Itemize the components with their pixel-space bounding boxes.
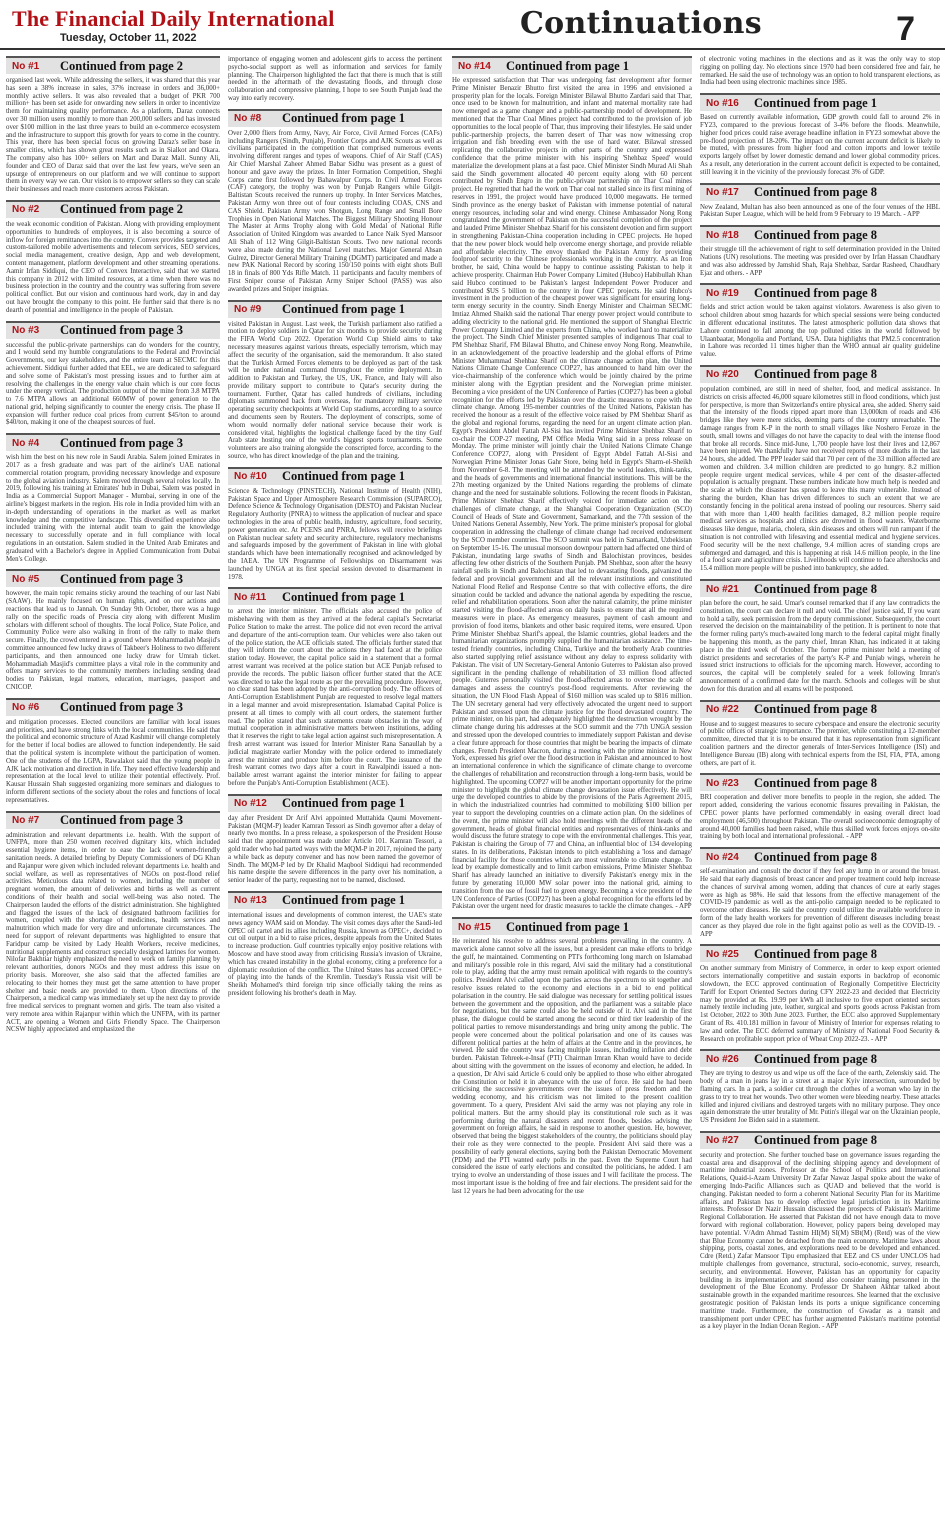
article-number: No #5 xyxy=(12,573,40,585)
article-header xyxy=(228,300,442,318)
article-number: No #9 xyxy=(234,304,262,316)
article xyxy=(700,1049,940,1125)
article-body: international issues and developments of common interest, the UAE's state news agency WAM said on Monday. The visit comes days after the Saudi-led OPEC oil cartel and its allies including Russia, known as OPEC+, decided to cut oil output in a bid to raise prices, despite appeals from the United States to increase production. Gulf countries typically enjoy positive relations with Moscow and have stood away from criticising Russia's invasion of Ukraine, which has created instability in the global economy, citing a preference for a diplomatic resolution of the conflict. The United States has accused OPEC+ of playing into the hands of the Kremlin. Tuesday's Russia visit will be Sheikh Mohamed's third foreign trip since officially taking the reins as president following his brother's death in May. xyxy=(228,911,442,997)
article-header xyxy=(6,321,220,339)
column-2 xyxy=(228,56,442,1528)
article-header xyxy=(228,891,442,909)
article-body: Based on currently available information, GDP growth could fall to around 2% in FY23, compared to the previous forecast of 3-4% before the floods. Meanwhile, higher food prices could raise average headline inflation in FY23 somewhat above the pre-flood projection of 18-20%. The impact on the current account deficit is likely to be muted, with pressures from higher food and cotton imports and lower textile exports largely offset by lower domestic demand and lower global commodity prices. As a result, any deterioration in the current account deficit is expected to be contained, still leaving it in the vicinity of the previously forecast 3% of GDP. xyxy=(700,114,940,176)
continued-heading: Continued from page 1 xyxy=(282,469,406,484)
article-number: No #23 xyxy=(706,777,739,789)
continued-heading: Continued from page 8 xyxy=(754,946,878,961)
article-body: administration and relevant departments i.e. health. With the support of UNFPA, more than 250 women received dignitary kits, which included essential hygiene items, in order to ease the lack of women-friendly sanitation needs. A detailed briefing by Deputy Commissioners of DG Khan and Rajanpur were given which included relevant departments i.e. health and social welfare, as well as representatives of NGOs on post-flood relief activities. Meticulous data related to women, including the number of pregnant women, the amount of deliveries and births as well as current conditions of their health and social well-being was also noted. The Chairperson lauded the efforts of the district administration. She highlighted and flagged the issues of the lack of designated bathroom facilities for women, coupled with the shortage of medicines, health services and malnutrition which made for very dire and unfortunate circumstances. The need for support of relevant departments was highlighted to ensure that Faridpur camp be visited by Lady Health Workers, receive medicines, nutritional supplements and construct specially designed latrines for women. Nilofar Bakhtiar highly emphasized the need to work on family planning by relevant authorities, donors NGOs and they must address this issue on priority basis. Moreover, she also said that the affected families are relocating to their homes they must get the same attention to have proper shelter and basic needs are provided to them. Upon directions of the Chairperson, a medical camp was immediately set up the next day to provide free medical services to pregnant women and girls. The team also visited a very remote area within Rajanpur within which the UNFPA, with its partner ACT, are opening a Women and Girls Friendly Space. The Chairperson NCSW highly appreciated and emphasized the xyxy=(6,831,220,1034)
article-body: and mitigation processes. Elected councilors are familiar with local issues and priorities, and have strong links with the local communities. He said that the political and economic structure of Azad Kashmir will change completely for the better if local bodies are allowed to function independently. He said that the political system is incomplete without the participation of women. One of the students of the LGPA, Rawalakot said that the young people in AJK lack motivation and direction in life. They need effective leadership and representation at the local level to utilize their potential effectively. Prof. Kausar Hussain Shah suggested organizing more seminars and dialogues to inform different sections of the society about the roles and functions of local representatives. xyxy=(6,718,220,804)
article xyxy=(700,847,940,938)
article-header xyxy=(228,794,442,812)
article xyxy=(452,56,692,911)
article-number: No #18 xyxy=(706,229,739,241)
article-body: organised last week. While addressing the sellers, it was shared that this year has seen a 38% increase in sales, 37% increase in orders and 36,000+ monthly active sellers. It was also revealed that a budget of PKR 700 million+ has been set aside for onwarding new sellers in order to incentivize them for maintaining quality performance. As a platform, Daraz connects over 30 million users monthly to more than 200,000 sellers and has invested over $100 million in the last three years to build an e-commerce ecosystem and the infrastructure to support this growth for years to come in the country. This year, there has been special focus on growing Daraz's seller base in smaller cities, which has shown great results such as in Sialkot and Okara. The company also has 100+ sellers on Mart and Daraz Mall. Sunny Ali, founder and CEO of Daraz said that over the last few years, we've seen an upsurge of entrepreneurs on our platform and we will continue to support them in every way we can. Our vision is to empower sellers so they can scale their businesses and reach more customers across Pakistan. xyxy=(6,77,220,194)
article xyxy=(6,433,220,563)
continued-heading: Continued from page 1 xyxy=(282,302,406,317)
article-header xyxy=(700,1131,940,1149)
article-body: He expressed satisfaction that Thar was undergoing fast development after former Prime Minister Benazir Bhutto first visited the area in 1996 and envisioned a prosperity plan for the locals. Foreign Minister Bilawal Bhutto Zardari said that Thar, once used to be known for malnutrition, and infant and maternal mortality rate had now emerged as a game changer and a public-partnership model of development. He mentioned that the Thar Coal Mines project had contributed to the provision of job opportunities to the local people of Thar, thus improving their lifestyles. He said under public-partnership projects, the barren desert of Thar was now witnessing crop irrigation and fish breeding even with the use of hard water. Bilawal stressed replicating the collaborative projects in other parts of the country and expressed confidence that the prime minister with his inspiring 'Shehbaz Speed' would materialize the development plans at a fast pace. Chief Minister Sindh Murad Ali Shah said the Sindh government allocated 40 percent equity along with 60 percent contributed by Sindh Engro in the public-private partnership on Thar Coal mines project. He regretted that had the work on Thar coal not stalled since its first mining of reserves in 1991, the project would have produced 10,000 megawatts. He termed Sindh province as the energy basket of Pakistan with immense potential of natural energy resources, including solar and wind energy. Chinese Ambassador Nong Rong congratulated the government of Pakistan on the successful completion of the project and lauded Prime Minister Shehbaz Sharif for his consistent devotion and firm support in strengthening Pakistan-China cooperation including in CPEC projects. He hoped that the new power block would help overcome energy shortage, and provide reliable and affordable electricity. The envoy thanked the Pakistan Army for providing foolproof security to the Chinese professionals working in the country. As an Iron brother, he said, China would be happy to continue assisting Pakistan to help it achieve prosperity. Chairman Hub Power Company Limited (Hubco) Habibullah Khan said Hubco continued to be Pakistan's largest Independent Power Producer and contributed $US 5 billion to the country in four CPEC projects. He said Hubco's investment in the production of the cheapest power was significant for ensuring long-term energy security in the country. Sindh Energy Minister and Chairman SECMC Imtiaz Ahmed Shaikh said the national Thar energy power project would contribute to adding electricity to the national grid. He mentioned the support of Shanghai Electric Power Company Limited and the experts from China, who worked hard to materialize the project. The Sindh Chief Minister presented samples of indigenous Thar coal to PM Shehbaz Sharif, FM Bilawal Bhutto, and Chinese envoy Nong Rong. Meanwhile, in an acknowledgement of the proactive leadership and the global efforts of Prime Minister Muhammad Shehbaz Sharif on the climate change action plan, the United Nations Climate Change Conference COP27, has announced to hand him over the vice-chairmanship of the conference which would be jointly chaired by the prime minister along with the Egyptian president and the Norwegian prime minister. Becoming a vice president of the UN Conference of Parties (COP27) has been a global recognition for the efforts led by Pakistan over the drastic measures to cope with the climate change. Among 195-member countries of the United Nations, Pakistan has received the honour as a result of the effective voice raised by PM Shehbaz Sharif as the global and regional forums, regarding the need for an urgent climate action plan. Egypt's President Abdel Fattah Al-Sisi has invited Prime Minister Shehbaz Sharif to co-chair the COP-27 meeting, PM Office Media Wing said in a press release on Monday. The prime minister will jointly chair the United Nations Climate Change Conference COP27, along with President of Egypt Abdel Fattah Al-Sisi and Norwegian Prime Minister Jonas Gahr Store, being held in Egypt's Sharm-el-Sheikh from November 6-8. The meeting will be attended by the world leaders, think-tanks, and the heads of governments and international financial institutions. This will be the 27th meeting organized by the United Nations regarding the problems of climate change and the need for sustainable solutions. Following the recent floods in Pakistan, Prime Minister Shehbaz Sharif effectively voiced for immediate action on the challenges of climate change, at the Shanghai Cooperation Organization (SCO) Council of Heads of State and Government, Samarkand, and the 77th session of the United Nations General Assembly, New York. The prime minister's proposal for global cooperation in addressing the challenge of climate change had received endorsement by the SCO member countries. The SCO summit was held in Samarkand, Uzbekistan on September 15-16. The unusual monsoon downpour pattern had affected one third of Pakistan, inundating large swaths of Sindh and Balochistan provinces, besides affecting few other districts of the Southern Punjab. PM Shehbaz, soon after the heavy rainfall spells in Sindh and Balochistan that led to devastating floods, galvanized the federal and provincial government and all the relevant institutions and constituted National Flood Relief and Response Centre so that with collective efforts, the dire situation could be tackled and advance the national agenda by expediting the rescue, relief and rehabilitation operations. Soon after the natural calamity, the prime minister started visiting the flood-affected areas on daily basis to ensure that all the required measures were in place. As emergency measures, payment of cash amount and provision of food items, blankets and other basic required items, were ensured. Upon Prime Minister Shehbaz Sharif's appeal, the Islamic countries, global leaders and the humanitarian organizations promptly supplied the humanitarian assistance. The time-tested friendly countries, including China, Turkiye and the brotherly Arab countries also started supplying relief assistance without any delay to express solidarity with Pakistan. The visit of UN Secretary-General Antonio Guterres to Pakistan also proved significant in the pending challenge of rehabilitation of 33 million flood affected people. Guterres personally visited the flood-affected areas to oversee the scale of damages and assess the country's post-flood requirements. After reviewing the situation, the UN Flood Flash Appeal of $160 million was scaled up to $816 million. The UN secretary general had very effectively advocated the urgent need to support Pakistan and stressed upon the climate justice for the flood devastated country. The prime minister, on his part, had adequately highlighted the destruction wrought by the climate change during his addresses at the SCO summit and the 77th UNGA session and stressed upon the developed countries to immediately support Pakistan and devise a clear future approach for those countries that might be bearing the impacts of climate changes. French President Macron, during a meeting with the prime minister in New York, expressed his grief over the flood destruction in Pakistan and announced to host an international conference in which the significance of climate change to overcome the challenges of rehabilitation and reconstruction through a long-term basis, would be highlighted. The upcoming COP27 will be another important opportunity for the prime minister to highlight the global climate change devastation issue effectively. He will urge the developed countries to abide by the provisions of the Paris Agreement 2015, in which the industrialized countries had committed to mobilizing $100 billion per year to support the developing countries on a climate action plan. On the sidelines of the event, the prime minister will also hold meetings with the different heads of the government, heads of global financial entities and representatives of think-tanks and would discuss the future strategy to cope with the environmental challenges. This year, Pakistan is chairing the Group of 77 and China, an influential bloc of 134 developing states. In its deliberations, Pakistan intends to pitch establishing a 'loss and damage' financial facility for those countries which are most vulnerable to climate change. To lead by example domestically and to limit carbon emissions, Prime Minister Shehbaz Sharif has already launched an initiative to diversify Pakistan's energy mix in the future by generating 10,000 MW solar power into the national grid, aiming to transition from the use of fossil fuel to green energy. Becoming a vice president of the UN Conference of Parties (COP27) has been a global recognition for the efforts led by Pakistan over the urgent need for drastic measures to tackle the climate changes. - APP xyxy=(452,77,692,911)
continued-heading: Continued from page 8 xyxy=(754,702,878,717)
article-number: No #24 xyxy=(706,851,739,863)
article-number: No #4 xyxy=(12,437,40,449)
article-number: No #13 xyxy=(234,895,267,907)
article-number: No #22 xyxy=(706,704,739,716)
article-body: however, the main topic remains sticky around the teaching of our last Nabi (SAAW). He mainly focused on human rights, and on our actions and reactions that lead us to Jannah. On Sunday 9th October, there was a huge rally on the specific roads of Prescia city along with different Muslim scholars with different school of thoughts. The local Police, State Police, and Community Police were also walking in front of the rally to make them secure. Finally, the crowd entered in a ground where Mohammadiah Masjid's committee announced few lucky draws of Takbeer's Holiness to two different participants, and then announced one lucky draw for Umrah ticket. Mohammadiah Masjid's committee plays a vital role in the community and offers many services to the community members including sending dead bodies to Pakistan, legal matters, education, marriages, passport and CNICOP. xyxy=(6,590,220,691)
article xyxy=(228,56,442,103)
article-header xyxy=(452,56,692,74)
continued-heading: Continued from page 3 xyxy=(60,813,184,828)
article-header xyxy=(228,109,442,127)
article-header xyxy=(6,569,220,587)
article-body: plan before the court, he said. Umar's counsel remarked that if any law contradicts the constitution, the court can declare it null and void. The chief justice said, If you want to hold a tally, seek permission from the deputy commissioner. Subsequently, the court reserved the decision on the maintainability of the petition. It is pertinent to note that the former ruling party's much-awaited long march to the federal capital might finally be happening this month, as the party chief, Imran Khan, has indicated it at taking place in the third week of October. The former prime minister held a meeting of district presidents and secretaries of the party's K-P and Punjab wings, wherein he issued strict instructions to officials for the upcoming march. However, according to sources, the capital will be completely sealed for a week following Imran's announcement of a confirmed date for the march. Schools and colleges will be shut down for this duration and all exams will be postponed. xyxy=(700,600,940,693)
continued-heading: Continued from page 8 xyxy=(754,227,878,242)
article-number: No #16 xyxy=(706,97,739,109)
article-body: their struggle till the achievement of right to self determination provided in the United Nations (UN) resolutions. The meeting was presided over by Irfan Hassan Chaudhary and was also addressed by Jamshid Shah, Raja Shehbaz, Sardar Rasheed, Chaudhary Ejaz and others. - APP xyxy=(700,246,940,277)
article xyxy=(700,700,940,768)
article xyxy=(700,579,940,694)
continued-heading: Continued from page 8 xyxy=(754,185,878,200)
article-header xyxy=(700,225,940,243)
article xyxy=(6,698,220,805)
article-body: security and protection. She further touched base on governance issues regarding the coastal area and disapproval of the declining shipping agency and development of maritime industrial zones. Professor at the School of Politics and International Relations, Quaid-i-Azam University Dr Zafar Nawaz Jaspal spoke about the wake of emerging Indo-Pacific Alliances such as QUAD and believed that the world is changing. Pakistan needed to form a coherent National Security Plan for its Maritime affairs, and Pakistan has to develop effective legal jurisdiction in its Maritime interests. Professor Dr Nazir Hussain discussed the prospects of Pakistan's Maritime Regional Collaboration. He asserted that Pakistan did not have enough data to move forward with regional collaboration. However, policy papers being developed may have potential. V/Adm Ahmad Tasnim HI(M) SI(M) SBt(M) (Retd) was of the view that Blue Economy cannot be detached from the main economy. Maritime laws about shipping, ports, coastal zones, and explorations need to be developed and enhanced. Cdre (Retd.) Zafar Mansoor Tipu emphasized that EEZ and CS under UNCLOS had multiple challenges from governance, structural, socio-economic, survey, research, security, and environmental. However, Pakistan has an opportunity for capacity building in its implementation and should also consider training personnel in the development of the Blue Economy. Professor Dr Shaheen Akhtar talked about sustainable growth in the expanded maritime resources. She learned that the exclusive geostrategic position of Pakistan lends its ports a unique significance concerning maritime trade. Furthermore, the construction of Gwadar as a transit and transshipment port under CPEC has further augmented Pakistan's maritime potential as a key player in the Indian Ocean Region. - APP xyxy=(700,1151,940,1331)
article-header xyxy=(700,944,940,962)
page-number: 7 xyxy=(896,10,915,48)
continued-heading: Continued from page 8 xyxy=(754,581,878,596)
section-title: Continuations xyxy=(520,6,762,41)
article xyxy=(6,811,220,1035)
article-body: successful the public-private partnerships can do wonders for the country, and I would send my humble congratulations to the Federal and Provincial Governments, our key stakeholders, and the entire team at SECMC for this achievement. Siddiqui further added that EEL, we are dedicated to safeguard and solve some of Pakistan's most pressing issues and to further aim at resolving the challenges in the energy value chain which is our core focus under the energy vertical. The production output of the mine from 3.8 MTPA to 7.6 MTPA allows an additional 660MW of power generation to the national grid, helping significantly to counter the energy crisis. The phase II expansion will further reduce coal prices from current $45/ton to around $40/ton, making it one of the cheapest sources of fuel. xyxy=(6,341,220,427)
article xyxy=(228,794,442,885)
article xyxy=(228,109,442,294)
article-number: No #12 xyxy=(234,798,267,810)
article-header xyxy=(700,183,940,201)
continued-heading: Continued from page 1 xyxy=(754,95,878,110)
article xyxy=(228,300,442,461)
article-body: They are trying to destroy us and wipe us off the face of the earth, Zelenskiy said. The body of a man in jeans lay in a street at a major Kyiv intersection, surrounded by flaming cars. In a park, a soldier cut through the clothes of a woman who lay in the grass to try to treat her wounds. Two other women were bleeding nearby. These attacks killed and injured civilians and destroyed targets with no military purpose. They once again demonstrate the utter brutality of Mr. Putin's illegal war on the Ukrainian people, US President Joe Biden said in a statement. xyxy=(700,1070,940,1125)
article-number: No #7 xyxy=(12,815,40,827)
article-header xyxy=(700,847,940,865)
article-body: importance of engaging women and adolescent girls to access the pertinent psycho-social support as well as information and services for family planning. The Chairperson highlighted the fact that there is much that is still needed in the aftermath of the devastating floods, and through close collaboration and compressive planning, I hope to see South Punjab lead the way into early recovery. xyxy=(228,56,442,102)
article xyxy=(700,773,940,841)
article-body: He reiterated his resolve to address several problems prevailing in the country. A maverick alone cannot solve all the issues, but a president can make efforts to bridge the gulf, he maintained. Commenting on PTI's forthcoming long march on Islamabad and military's possible role in this regard, Alvi said the military had a constitutional role to play, adding that the army must remain apolitical with regards to the country's politics. President Alvi called upon the parties across the spectrum to sit together and resolve issues related to the economy and elections in a bid to end political polarisation in the country. He said dialogue was necessary for settling political issues between the government and the opposition, and the parliament was a suitable place for negotiations, but the same could also be held outside of it. Alvi said in the first phase, the dialogue could be started among the second or third tier leadership of the political parties to remove misunderstandings and bring unity among the public. The people were concerned about the political polarisation and one of its causes was different political parties at the helm of affairs at the Centre and in the provinces, he viewed. He said the country was facing multiple issues, including inflation and debt burden. Pakistan Tehreek-e-Insaf (PTI) Chairman Imran Khan would have to decide about sitting with the government on the issues of economy and election, he added. In a question, Dr Alvi said Article 6 could only be applied to those who either abrogated the Constitution or held it in abeyance with the use of force. He said he had been criticising the successive governments over the issues of press freedom and the wedding economy, and his criticism was not limited to the present coalition government. To a query, President Alvi said the army was not playing any role in political matters. But the army should play its constitutional role such as it was performing during the natural disasters and recent floods, besides advising the government on foreign affairs, he said in response to another question. He, however, observed that being the biggest stakeholders of the country, the politicians should play their role as they were connected to the people. President Alvi said there was a possibility of early general elections, saying both the Pakistan Democratic Movement (PDM) and the PTI wanted early polls in the past. Even the Supreme Court had considered the issue of early elections and consulted the politicians, he added. I am trying to evolve an understanding of those issues and I will facilitate the process. The most important issue is the holding of free and fair elections. The president said for the last 12 years he had been advocating for the use xyxy=(452,938,692,1195)
article-body: House and to suggest measures to secure cyberspace and ensure the electronic security of public offices of strategic importance. The premier, while constituting a 12-member committee, directed that it is to be ensured that it has representation from significant coalition partners and the director generals of Inter-Services Intelligence (ISI) and Intelligence Bureau (IB) along with technical experts from the ISI, FIA, PTA, among others, are part of it. xyxy=(700,720,940,767)
continued-heading: Continued from page 8 xyxy=(754,1051,878,1066)
continued-heading: Continued from page 8 xyxy=(754,285,878,300)
article xyxy=(6,200,220,315)
article-body: Science & Technology (PINSTECH), National Institute of Health (NIH), Pakistan Space and Upper Atmosphere Research Commission (SUPARCO), Defence Science & Technology Organisation (DESTO) and Pakistan Nuclear Regulatory Authority (PNRA) to witness the application of nuclear and space technologies in the area of public health, industry, agriculture, food security, power generation etc. At PCENS and PNRA, fellows will receive briefings on Pakistan nuclear safety and security architecture, regulatory mechanisms and safeguards imposed by the government of Pakistan in line with global standards which have been internationally recognised and acknowledged by the IAEA. The UN Programme of Fellowships on Disarmament was launched by UNGA at its first special session devoted to disarmament in 1978. xyxy=(228,487,442,581)
article-number: No #6 xyxy=(12,702,40,714)
article xyxy=(700,365,940,573)
continued-heading: Continued from page 1 xyxy=(282,111,406,126)
article xyxy=(452,917,692,1195)
article xyxy=(700,283,940,359)
article-body: of electronic voting machines in the elections and as it was the only way to stop rigging on polling day. No elections since 1970 had been considered free and fair, he remarked. He said the use of technology was an option to hold transparent elections, as India had been using electronic machines since 1985. xyxy=(700,56,940,87)
article-header xyxy=(6,698,220,716)
article-number: No #20 xyxy=(706,369,739,381)
article-header xyxy=(700,365,940,383)
article xyxy=(700,183,940,220)
continued-heading: Continued from page 1 xyxy=(506,919,630,934)
article-number: No #14 xyxy=(458,60,491,72)
article-header xyxy=(700,93,940,111)
continued-heading: Continued from page 8 xyxy=(754,1133,878,1148)
article-body: On another summary from Ministry of Commerce, in order to keep export oriented sectors internationally competitive and sustain exports in backdrop of economic slowdown, the ECC approved continuation of Regionally Competitive Electricity Tariff for Export Oriented Sectors during CFY 2022-23 and decided that Electricity may be provided at Rs. 19.99 per kWh all inclusive to five export oriented sectors namely textile including jute, leather, surgical and sports goods across Pakistan from 1st October, 2022 to 30th June 2023. Further, the ECC also approved Supplementary Grant of Rs. 410.181 million in favour of Ministry of Interior for expenses relating to law and order. The ECC deferred summary of Ministry of National Food Security & Research on profitable support price of Wheat Crop 2022-23. - APP xyxy=(700,965,940,1043)
article xyxy=(228,587,442,787)
article-body: self-examination and consult the doctor if they feel any lump in or around the breast. He said that early diagnosis of breast cancer and proper treatment could help increase the chances of survival among women, adding that chances of cure at early stages were as high as 98%. He said that lessons from the effective management of the COVID-19 pandemic as well as the anti-polio campaign needed to be replicated to overcome other diseases. He said the country could utilize the available workforce in form of the lady health workers for prevention of different diseases including breast cancer as they played due role in the fight against polio as well as the COVID-19. - APP xyxy=(700,868,940,938)
article-header xyxy=(6,811,220,829)
article-header xyxy=(700,579,940,597)
column-3 xyxy=(452,56,692,1528)
article-number: No #15 xyxy=(458,921,491,933)
article-number: No #27 xyxy=(706,1135,739,1147)
continued-heading: Continued from page 2 xyxy=(60,58,184,73)
continued-heading: Continued from page 3 xyxy=(60,700,184,715)
column-4 xyxy=(700,56,940,1528)
article-number: No #11 xyxy=(234,591,267,603)
continued-heading: Continued from page 8 xyxy=(754,849,878,864)
issue-date: Tuesday, October 11, 2022 xyxy=(60,32,197,44)
article-header xyxy=(700,700,940,718)
article-number: No #21 xyxy=(706,583,739,595)
article xyxy=(700,225,940,277)
article-header xyxy=(452,917,692,935)
article-number: No #26 xyxy=(706,1053,739,1065)
article-body: Over 2,000 fliers from Army, Navy, Air Force, Civil Armed Forces (CAFs) including Rangers (Sindh, Punjab), Frontier Corps and AJK Scouts as well as civilians participated in the competition that comprised numerous events involving different ranges and types of weapons. Chief of Air Staff (CAS) Air Chief Marshal Zaheer Ahmed Babar Sidhu was present as a guest of honour and gave away the prizes. In Inter Formation Competition, Sheghi Corps came first followed by Bahawalpur Corps. In Civil Armed Forces (CAF) category, the trophy was won by Punjab Rangers while Gilgit-Baltistan Scouts received the runners up trophy. In Inter Services Matches, Pakistan Army won three out of four contests including COAS, CNS and CAS Shield. Pakistan Army won Shotgun, Long Range and Small Bore Trophies in Open National Matches. The Biggest Military Shooting Honour The Master at Arms Trophy along with Gold Medal of National Rifle Association of United Kingdom was awarded to Lance Naik Syed Mansoor Ali Shah of 112 Wing Gilgit-Baltistan Scouts. Two new national records were also made during the National Level matches. Major General Ahsan Gulrez, Director General Military Training (DGMT) participated and made a new PAK National Record by scoring 150/150 points with eight shots Bull 18 in finals of 800 Yds Rifle Match. 11 participants and faculty members of First Sniper course of Pakistan Army Sniper School (PASS) was also awarded prizes and Sniper insignias. xyxy=(228,129,442,293)
article xyxy=(228,467,442,582)
continued-heading: Continued from page 1 xyxy=(282,893,406,908)
article-header xyxy=(6,433,220,451)
article xyxy=(6,569,220,691)
article-body: to arrest the interior minister. The officials also accused the police of misbehaving with them as they arrived at the federal capital's Secretariat Police Station to make the arrest. The police did not even record the arrival and departure of the anti-corruption team. Our vehicles were also taken out of the police station, the ACE officials stated. The officials further stated that they will inform the court about the actions they had faced at the police station today. However, the capital police said in a statement that a formal arrest warrant was received at the police station but ACE Punjab refused to provide the records. The public liaison officer further stated that the ACE was directed to take the legal route as per the prevailing procedure. However, no clear stand has been adopted by the anti-corruption body. The officers of Anti-Corruption Establishment Punjab are requested to resolve legal matters in a legal manner and avoid misrepresentation. Islamabad Capital Police is present at all times to comply with all court orders, the statement further read. The police stated that such statements create obstacles in the way of mutual cooperation in administrative matters between institutions, adding that it reserves the right to take legal action against such misrepresentation. A fresh arrest warrant was issued for Interior Minister Rana Sanaullah by a judicial magistrate earlier Monday with the police ordered to immediately arrest the minister and produce him before the court. The issuance of the fresh warrant comes two days after a court in Rawalpindi issued a non-bailable arrest warrant against the interior minister for failing to appear before the Punjab's Anti-Corruption Establishment (ACE). xyxy=(228,608,442,787)
masthead xyxy=(0,0,945,50)
continued-heading: Continued from page 1 xyxy=(282,796,406,811)
article-number: No #10 xyxy=(234,471,267,483)
newspaper-title: The Financial Daily International xyxy=(12,6,335,31)
article-header xyxy=(228,467,442,485)
continued-heading: Continued from page 1 xyxy=(506,58,630,73)
continued-heading: Continued from page 3 xyxy=(60,323,184,338)
article-number: No #3 xyxy=(12,325,40,337)
article-header xyxy=(700,1049,940,1067)
article-number: No #8 xyxy=(234,113,262,125)
continued-heading: Continued from page 1 xyxy=(282,589,406,604)
continued-heading: Continued from page 2 xyxy=(60,202,184,217)
article-body: New Zealand, Multan has also been announced as one of the four venues of the HBL Pakistan Super League, which will be held from 9 February to 19 March. - APP xyxy=(700,203,940,219)
article-header xyxy=(6,56,220,74)
continued-heading: Continued from page 8 xyxy=(754,367,878,382)
article-header xyxy=(700,283,940,301)
article-body: BRI cooperation and deliver more benefits to people in the region, she added. The report added, considering the various economic fissures prevailing in Pakistan, the CPEC power plants have performed commendably in easing overall direct load employment (46,500) throughout Pakistan. The overall socioeconomic demography of around 40,000 families had been raised, while thus skilled work forces enjoys on-site training by both local and international professional. - APP xyxy=(700,794,940,841)
article-header xyxy=(228,587,442,605)
article-body: wish him the best on his new role in Saudi Arabia. Salem joined Emirates in 2017 as a fresh graduate and was part of the airline's UAE national commercial rotation program, providing necessary knowledge and exposure to the global aviation industry. Salem moved through several roles locally. In 2019, following his training at Emirates' hub in Dubai, Salem was posted in India as a Commercial Support Manager - Mumbai, serving in one of the airline's biggest markets in the region. His role in India provided him with an in-depth understanding of operations in the market as well as market knowledge and the competitive landscape. This diversified experience also included training with the internal audit team to gain the knowledge necessary to successfully operate and in full compliance with local regulations in an outstation. Salem studied in the United Arab Emirates and graduated with a Bachelor's degree in Applied Communication from Dubai Men's College. xyxy=(6,454,220,563)
article-body: population combined, are still in need of shelter, food, and medical assistance. In districts on crisis affected 46,000 square kilometres still in flood conditions, which just for perspective, is more than Switzerland's entire physical area, she added. Sherry said that the intensity of the floods ripped apart more than 13,000km of roads and 436 bridges like they were mere sticks, deeming parts of the country unreachable. The damage ranges from K-P in the north to small villages like Noshero Feroze in the south, small towns and villages do not have the capacity to deal with the intense flood that broke all records. Since mid-June, 1,700 people have lost their lives and 12,867 have been injured. We thankfully have not received reports of more deaths in the last 24 hours, she added. The PPP leader said that 70 per cent of the 33 million affected are women and children. 3.4 million children are predicted to go hungry. 8.2 million people require urgent medical services, while 4 per cent of the disaster-affected population is actually pregnant. These numbers indicate how much help is needed and the scale at which the disaster has spread to leave this many vulnerable. Instead of sharing the burden, Khan has driven differences to such an extent that we are constantly fencing in the political arena instead of pooling our resources. Sherry said that with more than 1,400 health facilities damaged, 8.2 million people require medical services as hospitals and clinics are drowned in flood waters. Waterborne diseases like dengue, malaria, cholera, skin diseases and others will run rampant if the situation is not controlled with lifesaving and essential medical and hygiene services. Food security will be the next challenge, 9.4 million acres of standing crops are submerged and damaged, and this is happening at risk 14.6 million people, in the line of a food scare and agriculture crisis. Livelihoods will continue to face aftershocks and 15.4 million more people will be pushed into bankruptcy, she added. xyxy=(700,385,940,573)
article-number: No #19 xyxy=(706,287,739,299)
article xyxy=(228,891,442,998)
article-body: the weak economic condition of Pakistan. Along with providing employment opportunities to hundreds of employees, it is also becoming a source of inflow for foreign remittances into the country. Convex provides targeted and custom-tailored mobile advertisements and telecom services, SEO services, social media management, creative design, App and web development, content management, platform development and other streaming operations. Aamir Irfan Siddiqui, the CEO of Convex Interactive, said that we started this company in 2012 with limited resources, at a time when there was no business protection in the country and the country was suffering from severe political conflict. But our vision and continuous hard work, day in and day out have brought the company to this point. He further said that there is no dearth of potential and intelligence in the people of Pakistan. xyxy=(6,220,220,314)
article-number: No #17 xyxy=(706,187,739,199)
article xyxy=(6,321,220,428)
article-number: No #25 xyxy=(706,948,739,960)
continued-heading: Continued from page 3 xyxy=(60,435,184,450)
article xyxy=(700,944,940,1043)
article-number: No #1 xyxy=(12,60,40,72)
article xyxy=(6,56,220,194)
article-body: visited Pakistan in August. Last week, the Turkish parliament also ratified a motion to deploy soldiers in Qatar for six months to provide security during the FIFA World Cup 2022. Operation World Cup Shield aims to take necessary measures against various threats, especially terrorism, which may affect the security of the organisation, said the memorandum. It also stated that the Turkish Armed Forces elements to be deployed as part of the task will be under national command throughout the entire deployment. In addition to Pakistan and Turkey, the US, UK, France, and Italy will also provide military support to contribute to Qatar's security during the tournament. Further, Qatar has called hundreds of civilians, including diplomats summoned back from overseas, for mandatory military service operating security checkpoints at World Cup stadiums, according to a source and documents seen by Reuters. The deployment of conscripts, some of whom would normally defer national service because their work is considered vital, highlights the logistical challenge faced by the tiny Gulf Arab state hosting one of the world's biggest sports tournaments. Some volunteers are also training alongside the conscripted force, according to the source, who has direct knowledge of the plan and the training. xyxy=(228,320,442,461)
continued-heading: Continued from page 8 xyxy=(754,775,878,790)
article-header xyxy=(700,773,940,791)
article-body: day after President Dr Arif Alvi appointed Muttahida Qaumi Movement-Pakistan (MQM-P) leader Kamran Tessori as Sindh governor after a delay of nearly two months. In a press release, a spokesperson of the President House said that the appointment was made under Article 101. Kamran Tessori, a gold trader who had parted ways with the MQM-P in 2017, rejoined the party a while back as deputy convener and has now been named the governor of Sindh. The MQM-P led by Dr Khalid Maqbool Siddiqui had recommended his name despite the severe differences in the party over his nomination, a senior leader of the party, requesting not to be named, disclosed. xyxy=(228,814,442,885)
continued-heading: Continued from page 3 xyxy=(60,571,184,586)
article xyxy=(700,93,940,176)
article-number: No #2 xyxy=(12,204,40,216)
article xyxy=(700,56,940,87)
article-body: fields and strict action would be taken against violators. Awareness is also given to school children about smog hazards for which special sessions were being conducted in different educational institutes. The latest atmospheric pollution data shows that Lahore continued to fall among the top polluted cities in the world followed by Ulaanbaatar, Mongolia and Portland, USA. Data highlights that PM2.5 concentration in Lahore was recorded 11 times higher than the WHO annual air quality guideline value. xyxy=(700,304,940,359)
column-1 xyxy=(6,56,220,1528)
article-header xyxy=(6,200,220,218)
article xyxy=(700,1131,940,1331)
